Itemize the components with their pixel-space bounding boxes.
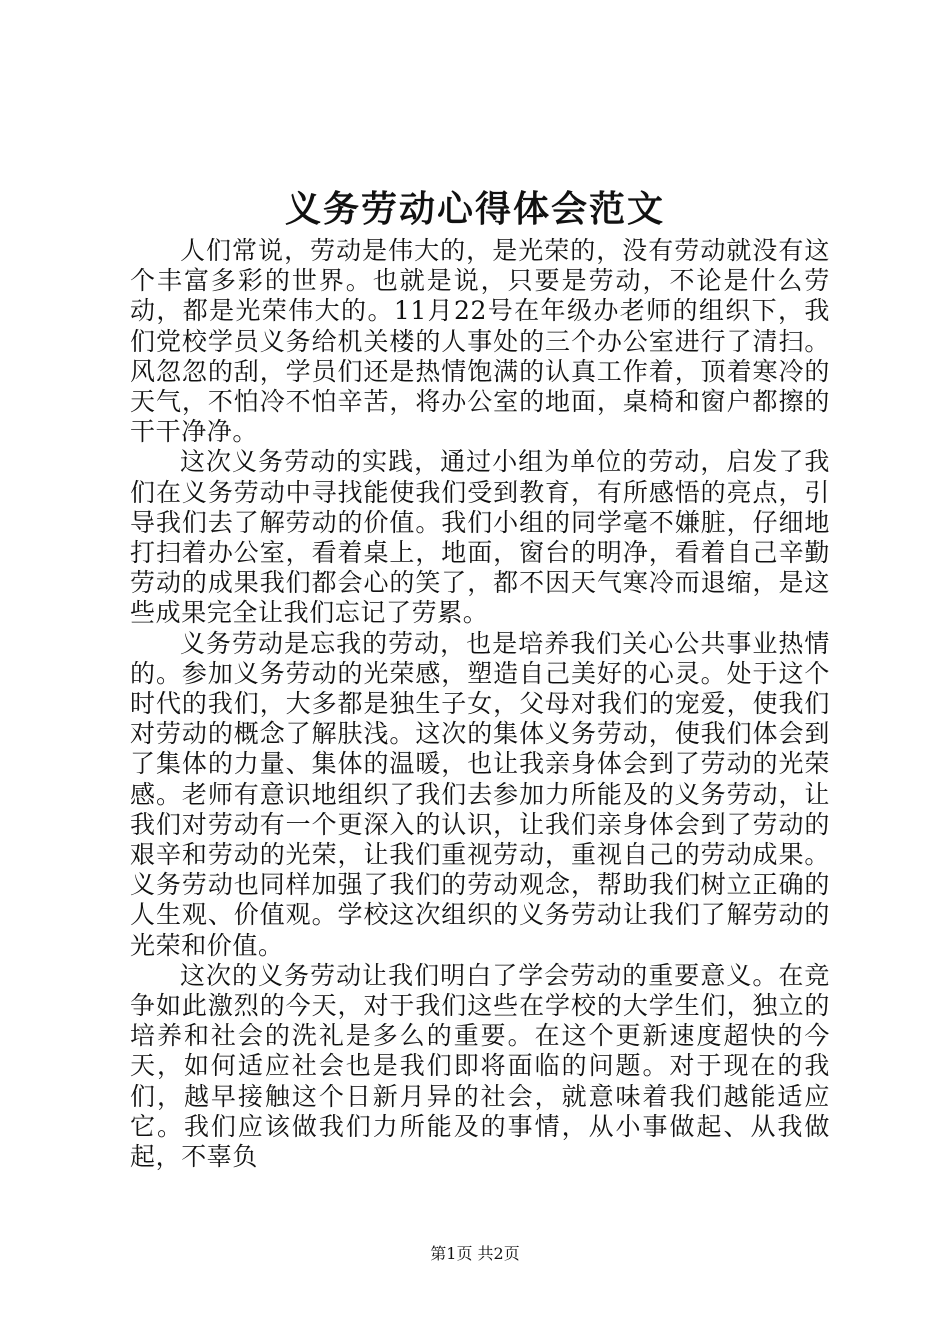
document-body [130,236,830,1172]
paragraph-3: 义务劳动是忘我的劳动，也是培养我们关心公共事业热情的。参加义务劳动的光荣感，塑造自己美好的心灵。处于这个时代的我们，大多都是独生子女，父母对我们的宠爱，使我们对劳动的概念了解肤浅。这次的集体义务劳动，使我们体会到了集体的力量、集体的温暖，也让我亲身体会到了劳动的光荣感。老师有意识地组织了我们去参加力所能及的义务劳动，让我们对劳动有一个更深入的认识，让我们亲身体会到了劳动的艰辛和劳动的光荣，让我们重视劳动，重视自己的劳动成果。义务劳动也同样加强了我们的劳动观念，帮助我们树立正确的人生观、价值观。学校这次组织的义务劳动让我们了解劳动的光荣和价值。 [130,628,830,960]
page-number-footer: 第1页 共2页 [430,1244,520,1263]
paragraph-4: 这次的义务劳动让我们明白了学会劳动的重要意义。在竞争如此激烈的今天，对于我们这些在学校的大学生们，独立的培养和社会的洗礼是多么的重要。在这个更新速度超快的今天，如何适应社会也是我们即将面临的问题。对于现在的我们，越早接触这个日新月异的社会，就意味着我们越能适应它。我们应该做我们力所能及的事情，从小事做起、从我做起，不辜负 [130,960,830,1172]
paragraph-1: 人们常说，劳动是伟大的，是光荣的，没有劳动就没有这个丰富多彩的世界。也就是说，只要是劳动，不论是什么劳动，都是光荣伟大的。11月22号在年级办老师的组织下，我们党校学员义务给机关楼的人事处的三个办公室进行了清扫。风忽忽的刮，学员们还是热情饱满的认真工作着，顶着寒冷的天气，不怕冷不怕辛苦，将办公室的地面，桌椅和窗户都擦的干干净净。 [130,236,830,447]
paragraph-2: 这次义务劳动的实践，通过小组为单位的劳动，启发了我们在义务劳动中寻找能使我们受到教育，有所感悟的亮点，引导我们去了解劳动的价值。我们小组的同学毫不嫌脏，仔细地打扫着办公室，看着桌上，地面，窗台的明净，看着自己辛勤劳动的成果我们都会心的笑了，都不因天气寒冷而退缩，是这些成果完全让我们忘记了劳累。 [130,447,830,628]
document-title: 义务劳动心得体会范文 [284,188,665,230]
